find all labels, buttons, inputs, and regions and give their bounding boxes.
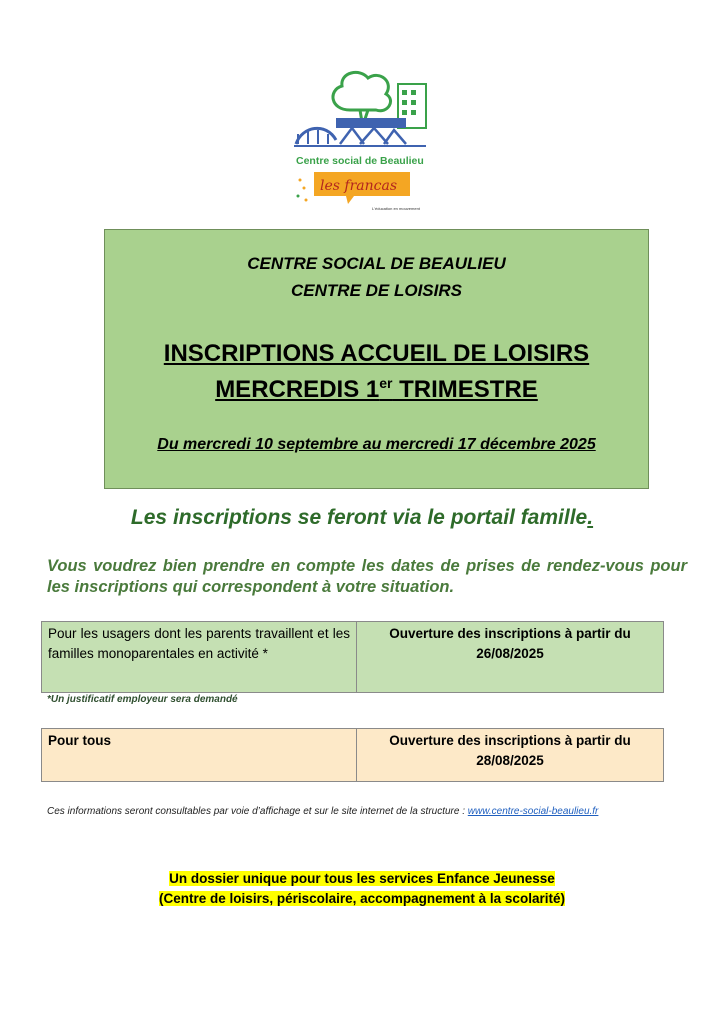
page-title: INSCRIPTIONS ACCUEIL DE LOISIRS bbox=[163, 340, 590, 367]
opening-label: Ouverture des inscriptions à partir du bbox=[389, 733, 631, 748]
opening-date-cell bbox=[357, 622, 664, 693]
audience-cell: Pour tous bbox=[42, 729, 357, 782]
info-line bbox=[47, 806, 598, 817]
table-row bbox=[42, 729, 664, 782]
logo-graphic bbox=[290, 60, 432, 212]
table-row bbox=[42, 622, 664, 693]
audience-cell: Pour les usagers dont les parents travaillent et les familles monoparentales en activité * bbox=[42, 622, 357, 693]
org-subtitle: CENTRE DE LOISIRS bbox=[291, 281, 462, 300]
portal-period: . bbox=[587, 506, 594, 529]
opening-date: 26/08/2025 bbox=[476, 646, 544, 661]
date-range: Du mercredi 10 septembre au mercredi 17 décembre 2025 bbox=[157, 436, 596, 453]
justificatif-note: *Un justificatif employeur sera demandé bbox=[47, 694, 238, 705]
opening-date-cell bbox=[357, 729, 664, 782]
registration-table-all bbox=[41, 728, 664, 782]
info-text: Ces informations seront consultables par voie d’affichage et sur le site internet de la structure : bbox=[47, 806, 468, 817]
logo-partner-text: les francas bbox=[320, 178, 398, 194]
subtitle-prefix: MERCREDIS 1 bbox=[215, 376, 380, 403]
registration-table-working-parents bbox=[41, 621, 664, 693]
centre-social-logo bbox=[290, 60, 432, 212]
portal-notice bbox=[0, 506, 724, 530]
logo-tagline: L'éducation en mouvement bbox=[372, 206, 420, 211]
francas-logo-icon bbox=[297, 172, 411, 204]
logo-name-text: Centre social de Beaulieu bbox=[296, 155, 424, 167]
opening-label: Ouverture des inscriptions à partir du bbox=[389, 626, 631, 641]
dossier-line2: (Centre de loisirs, périscolaire, accompagnement à la scolarité) bbox=[159, 891, 565, 906]
org-name: CENTRE SOCIAL DE BEAULIEU bbox=[247, 254, 506, 273]
appointment-note: Vous voudrez bien prendre en compte les dates de prises de rendez-vous pour les inscriptions qui correspondent à votre situation. bbox=[47, 557, 687, 596]
opening-date: 28/08/2025 bbox=[476, 753, 544, 768]
subtitle-suffix: TRIMESTRE bbox=[392, 376, 538, 403]
dossier-line1: Un dossier unique pour tous les services Enfance Jeunesse bbox=[169, 871, 555, 886]
tree-icon bbox=[333, 72, 391, 122]
header-box bbox=[104, 229, 649, 489]
subtitle-sup: er bbox=[379, 375, 393, 391]
page-subtitle bbox=[105, 376, 648, 404]
blue-buildings-icon bbox=[294, 118, 426, 146]
website-link[interactable]: www.centre-social-beaulieu.fr bbox=[467, 806, 599, 817]
portal-text: Les inscriptions se feront via le portail famille bbox=[130, 506, 588, 529]
dossier-notice bbox=[0, 869, 724, 909]
